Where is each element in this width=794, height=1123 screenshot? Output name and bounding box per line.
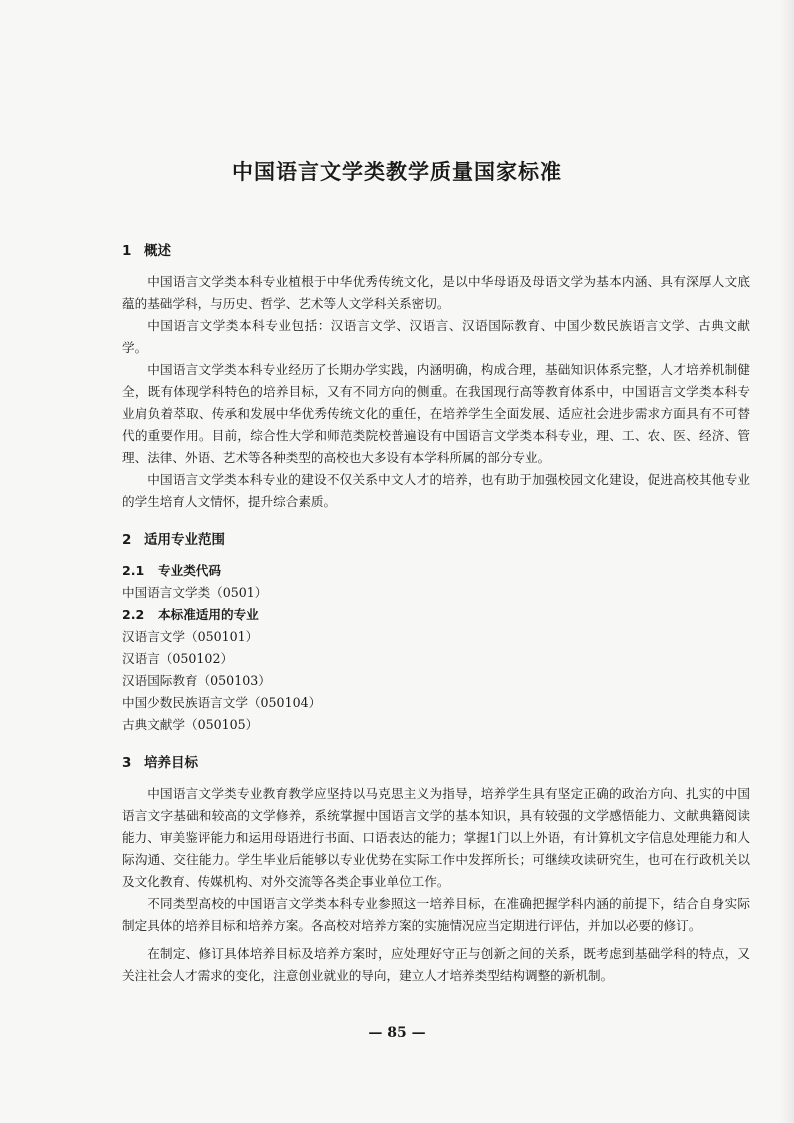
subsection-number: 2.2 [122,607,145,622]
paragraph: 中国语言文学类本科专业植根于中华优秀传统文化，是以中华母语及母语文学为基本内涵、具有深厚人文底蕴的基础学科，与历史、哲学、艺术等人文学科关系密切。 [122,274,750,311]
subsection-heading [122,604,750,626]
major-line: 古典文献学（050105） [122,717,259,732]
scan-edge-shadow [780,0,794,1123]
section-heading-objectives [122,752,750,774]
major-line: 汉语国际教育（050103） [122,673,271,688]
code-line: 中国语言文学类（0501） [122,585,268,600]
section-number: 2 [122,532,132,548]
section-title: 适用专业范围 [144,532,225,548]
section-number: 3 [122,755,132,771]
subsection-title: 本标准适用的专业 [158,607,259,622]
page-number: — 85 — [368,1025,426,1041]
section-title: 培养目标 [144,755,198,771]
paragraph: 中国语言文学类本科专业包括：汉语言文学、汉语言、汉语国际教育、中国少数民族语言文学、古典文献学。 [122,318,750,355]
section-heading-overview [122,240,750,262]
section-title: 概述 [144,243,171,259]
subsection-heading [122,560,750,582]
section-number: 1 [122,243,132,259]
major-line: 中国少数民族语言文学（050104） [122,695,322,710]
major-line: 汉语言文学（050101） [122,629,259,644]
document-body [122,240,750,987]
paragraph: 在制定、修订具体培养目标及培养方案时，应处理好守正与创新之间的关系，既考虑到基础学科的特点，又关注社会人才需求的变化，注意创业就业的导向，建立人才培养类型结构调整的新机制。 [122,946,750,983]
paragraph: 中国语言文学类本科专业经历了长期办学实践，内涵明确，构成合理，基础知识体系完整，人才培养机制健全，既有体现学科特色的培养目标，又有不同方向的侧重。在我国现行高等教育体系中，中国语言文学类本科专业肩负着萃取、传承和发展中华优秀传统文化的重任，在培养学生全面发展、适应社会进步需求方面具有不可替代的重要作用。目前，综合性大学和师范类院校普遍设有中国语言文学类本科专业，理、工、农、医、经济、管理、法律、外语、艺术等各种类型的高校也大多设有本学科所属的部分专业。 [122,362,750,465]
major-line: 汉语言（050102） [122,651,234,666]
subsection-title: 专业类代码 [158,563,221,578]
paragraph: 中国语言文学类专业教育教学应坚持以马克思主义为指导，培养学生具有坚定正确的政治方向、扎实的中国语言文字基础和较高的文学修养，系统掌握中国语言文学的基本知识，具有较强的文学感悟能力、文献典籍阅读能力、审美鉴评能力和运用母语进行书面、口语表达的能力；掌握1门以上外语，有计算机文字信息处理能力和人际沟通、交往能力。学生毕业后能够以专业优势在实际工作中发挥所长；可继续攻读研究生，也可在行政机关以及文化教育、传媒机构、对外交流等各类企事业单位工作。 [122,786,750,889]
paragraph: 中国语言文学类本科专业的建设不仅关系中文人才的培养，也有助于加强校园文化建设，促进高校其他专业的学生培育人文情怀，提升综合素质。 [122,472,750,509]
document-title: 中国语言文学类教学质量国家标准 [232,160,562,184]
paragraph: 不同类型高校的中国语言文学类本科专业参照这一培养目标，在准确把握学科内涵的前提下，结合自身实际制定具体的培养目标和培养方案。各高校对培养方案的实施情况应当定期进行评估，并加以必要的修订。 [122,896,750,933]
section-heading-scope [122,529,750,551]
subsection-number: 2.1 [122,563,145,578]
